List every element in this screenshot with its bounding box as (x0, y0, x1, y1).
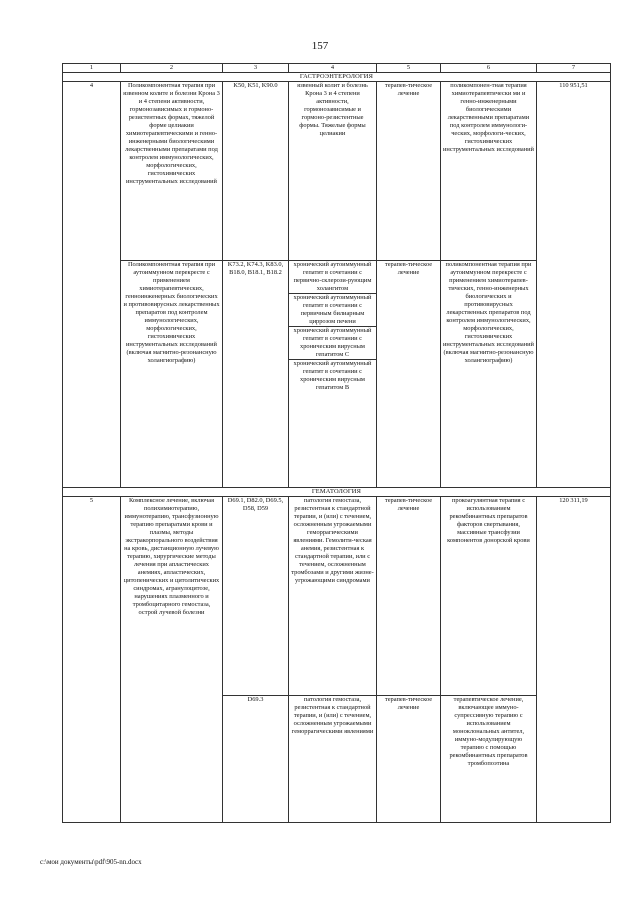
column-header: 4 (289, 64, 377, 73)
patient-model: хронический аутоиммунный гепатит в сочетании с хроническим вирусным гепатитом C (289, 327, 376, 360)
icd-codes: K73.2, K74.3, K83.0, B18.0, B18.1, B18.2 (223, 261, 289, 488)
patient-model: хронический аутоиммунный гепатит в сочетании с хроническим вирусным гепатитом B (293, 360, 372, 391)
table-row (63, 82, 611, 261)
treatment-method: поликомпонентная терапия при аутоиммунном перекресте с применением химиотерапев-тических, генно-инженерных биологических и противовирусных лекарственных препаратов под контролем иммунологических, морфологических, гистохимических инструментальных исследований (включая магнитно-резонансную холангиографию) (441, 261, 537, 488)
treatment-method: поликомпонен-тная терапия химиотерапевтически ми и генно-инженерными биологическими лекарственными препаратами под контролем иммунологи-ческих, морфологи-ческих, гистохимических инструментальных исследований (441, 82, 537, 261)
column-header: 7 (537, 64, 611, 73)
treatment-table (62, 63, 611, 823)
column-header-row (63, 64, 611, 73)
treatment-description: Комплексное лечение, включая полихимиотерапию, иммунотерапию, трансфузионную терапию препаратами крови и плазмы, методы экстракорпорального воздействия на кровь, дистанционную лучевую терапию, хирургические методы лечения при апластических анемиях, апластических, цитопенических и цитолитических синдромах, агранулоцитозе, нарушениях плазменного и тромбоцитарного гемостаза, острой лучевой болезни (121, 497, 223, 823)
treatment-method: терапевтическое лечение, включающее иммуно-супрессивную терапию с использованием моноклональных антител, иммуно-модулирующую терапию с помощью рекомбинантных препаратов тромбопоэтина (441, 696, 537, 823)
treatment-type: терапев-тическое лечение (377, 497, 441, 696)
treatment-type: терапев-тическое лечение (377, 82, 441, 261)
patient-model: патология гемостаза, резистентная к стандартной терапии, и (или) с течением, осложненным угрожаемыми геморрагическими явлениями. Гемолити-ческая анемия, резистентная к стандартной терапии, или с течением, осложненным тромбозами и другими жизне-угрожающими синдромами (289, 497, 377, 696)
icd-codes: D69.1, D82.0, D69.5, D58, D59 (223, 497, 289, 696)
page-number: 157 (311, 40, 329, 52)
price: 110 951,51 (537, 82, 611, 488)
column-header: 3 (223, 64, 289, 73)
price: 120 311,19 (537, 497, 611, 823)
table-row (63, 261, 611, 488)
row-number: 5 (63, 497, 121, 823)
section-title-hematology: ГЕМАТОЛОГИЯ (63, 488, 611, 497)
treatment-description: Поликомпонентная терапия при язвенном колите и болезни Крона 3 и 4 степени активности, гормонозависимых и гормоно-резистентных формах, тяжелой форме целиакии химиотерапевтическими и генно-инженерными биологическими лекарственными препаратами под контролем иммунологических, морфологических, гистохимических инструментальных исследований (121, 82, 223, 261)
patient-model: хронический аутоиммунный гепатит в сочетании с первично-склерози-рующим холангитом (289, 261, 376, 294)
treatment-type: терапев-тическое лечение (377, 261, 441, 488)
patient-model-group (289, 261, 377, 488)
icd-codes: D69.3 (223, 696, 289, 823)
section-title-gastroenterology: ГАСТРОЭНТЕРОЛОГИЯ (63, 73, 611, 82)
patient-model: хронический аутоиммунный гепатит в сочетании с первичным билиарным циррозом печени (289, 294, 376, 327)
row-number: 4 (63, 82, 121, 488)
column-header: 1 (63, 64, 121, 73)
column-header: 5 (377, 64, 441, 73)
table-row (63, 497, 611, 696)
treatment-description: Поликомпонентная терапия при аутоиммунном перекресте с применением химиотерапевтических, генноинженерных биологических и противовирусных лекарственных препаратов под контролем иммунологических, морфологических, гистохимических инструментальных исследований (включая магнитно-резонансную холангиографию) (121, 261, 223, 488)
patient-model: язвенный колит и болезнь Крона 3 и 4 степени активности, гормонозависимые и гормоно-резистентные формы. Тяжелые формы целиакии (289, 82, 377, 261)
treatment-method: прокоагулянтная терапия с использованием рекомбинантных препаратов факторов свертывания, массивные трансфузии компонентов донорской крови (441, 497, 537, 696)
treatment-type: терапев-тическое лечение (377, 696, 441, 823)
patient-model: патология гемостаза, резистентная к стандартной терапии, и (или) с течением, осложненным угрожаемыми геморрагическими явлениями (289, 696, 377, 823)
column-header: 2 (121, 64, 223, 73)
icd-codes: K50, K51, K90.0 (223, 82, 289, 261)
file-path-footer: c:\мои документы\pdf\905-nn.docx (40, 858, 142, 866)
column-header: 6 (441, 64, 537, 73)
